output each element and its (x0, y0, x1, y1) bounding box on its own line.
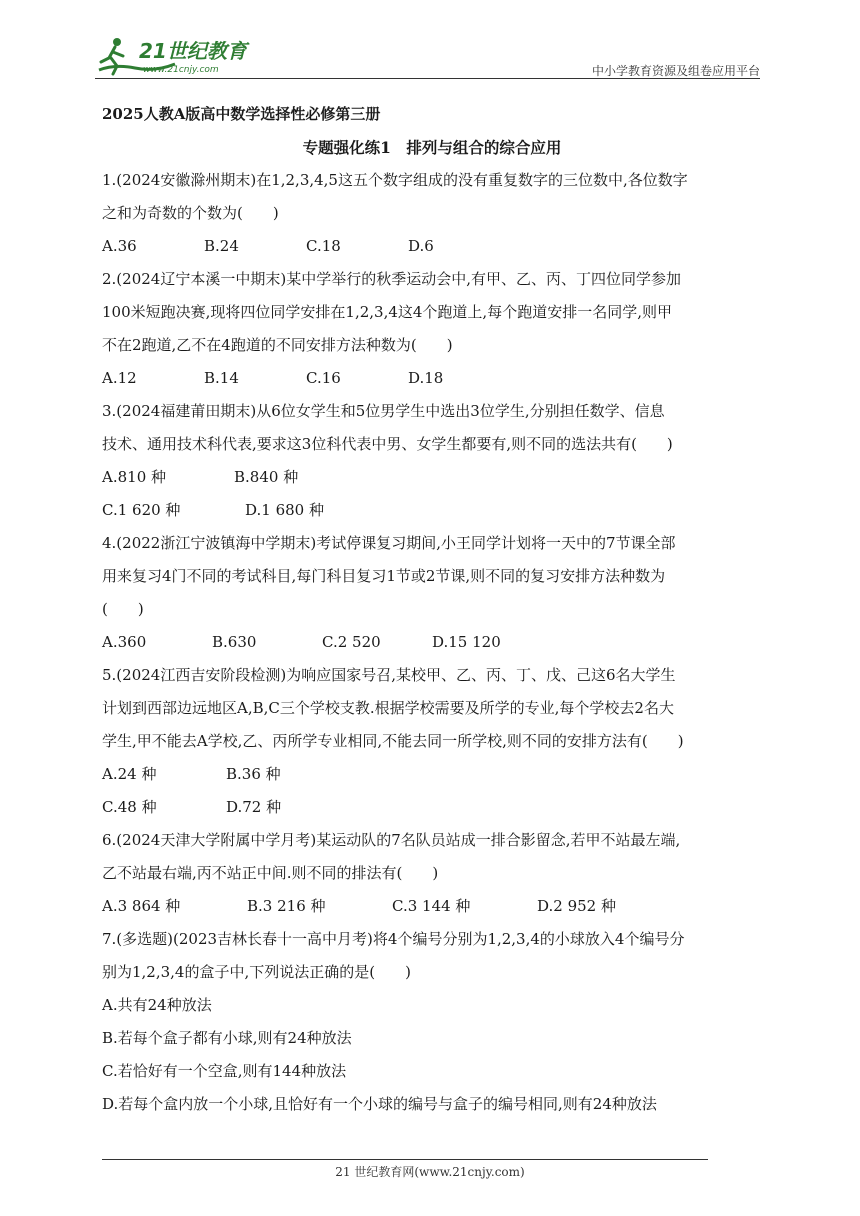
option-c: C.1 620 种 (102, 501, 181, 519)
option-b: B.24 (204, 237, 239, 255)
question-options (102, 230, 762, 263)
question-options (102, 791, 762, 824)
option-a: A.3 864 种 (102, 897, 181, 915)
option-b: B.14 (204, 369, 239, 387)
question-line: 100米短跑决赛,现将四位同学安排在1,2,3,4这4个跑道上,每个跑道安排一名同学,则甲 (102, 303, 672, 321)
question-options (102, 362, 762, 395)
question-2 (102, 263, 762, 395)
option-a: A.36 (102, 237, 137, 255)
option-d: D.72 种 (226, 798, 282, 816)
question-line: 3.(2024福建莆田期末)从6位女学生和5位男学生中选出3位学生,分别担任数学、信息 (102, 402, 665, 420)
option-d: D.18 (408, 369, 444, 387)
question-line: 用来复习4门不同的考试科目,每门科目复习1节或2节课,则不同的复习安排方法种数为 (102, 567, 666, 585)
question-line: 之和为奇数的个数为( ) (102, 204, 279, 222)
question-line: 6.(2024天津大学附属中学月考)某运动队的7名队员站成一排合影留念,若甲不站最左端, (102, 831, 681, 849)
option-d: D.1 680 种 (245, 501, 324, 519)
question-3 (102, 395, 762, 527)
option-a: A.360 (102, 633, 147, 651)
question-line: ( ) (102, 600, 144, 618)
question-line: 别为1,2,3,4的盒子中,下列说法正确的是( ) (102, 963, 411, 981)
question-1 (102, 164, 762, 263)
option-b: B.36 种 (226, 765, 281, 783)
option-b: B.3 216 种 (247, 897, 326, 915)
option-a: A.共有24种放法 (102, 996, 212, 1014)
question-line: 4.(2022浙江宁波镇海中学期末)考试停课复习期间,小王同学计划将一天中的7节课全部 (102, 534, 676, 552)
option-c: C.2 520 (322, 633, 381, 651)
option-c: C.3 144 种 (392, 897, 471, 915)
header-platform-text: 中小学教育资源及组卷应用平台 (591, 64, 760, 78)
question-line: 2.(2024辽宁本溪一中期末)某中学举行的秋季运动会中,有甲、乙、丙、丁四位同学参加 (102, 270, 681, 288)
section-title: 专题强化练1 排列与组合的综合应用 (302, 138, 562, 157)
option-b: B.若每个盒子都有小球,则有24种放法 (102, 1029, 352, 1047)
question-7 (102, 923, 762, 1121)
question-line: 5.(2024江西吉安阶段检测)为响应国家号召,某校甲、乙、丙、丁、戊、己这6名大学生 (102, 666, 676, 684)
page-header (95, 30, 760, 80)
question-5 (102, 659, 762, 824)
option-a: A.810 种 (102, 468, 166, 486)
question-line: 技术、通用技术科代表,要求这3位科代表中男、女学生都要有,则不同的选法共有( ) (102, 435, 673, 453)
question-line: 学生,甲不能去A学校,乙、丙所学专业相同,不能去同一所学校,则不同的安排方法有( ) (102, 732, 684, 750)
option-b: B.840 种 (234, 468, 299, 486)
question-options (102, 626, 762, 659)
question-line: 乙不站最右端,丙不站正中间.则不同的排法有( ) (102, 864, 439, 882)
option-d: D.6 (408, 237, 434, 255)
question-4 (102, 527, 762, 659)
option-c: C.48 种 (102, 798, 157, 816)
logo-icon (95, 34, 265, 78)
footer-divider (102, 1159, 708, 1160)
question-line: 1.(2024安徽滁州期末)在1,2,3,4,5这五个数字组成的没有重复数字的三位数中,各位数字 (102, 171, 688, 189)
question-line: 7.(多选题)(2023吉林长春十一高中月考)将4个编号分别为1,2,3,4的小球放入4个编号分 (102, 930, 685, 948)
option-d: D.2 952 种 (537, 897, 616, 915)
page-footer: 21 世纪教育网(www.21cnjy.com) (335, 1165, 525, 1179)
option-c: C.16 (306, 369, 341, 387)
book-title: 2025人教A版高中数学选择性必修第三册 (102, 105, 381, 123)
option-a: A.24 种 (102, 765, 157, 783)
option-c: C.18 (306, 237, 341, 255)
question-options (102, 890, 762, 923)
option-a: A.12 (102, 369, 137, 387)
logo-url: www.21cnjy.com (143, 65, 219, 75)
question-line: 不在2跑道,乙不在4跑道的不同安排方法种数为( ) (102, 336, 453, 354)
question-line: 计划到西部边远地区A,B,C三个学校支教.根据学校需要及所学的专业,每个学校去2名大 (102, 699, 674, 717)
option-b: B.630 (212, 633, 257, 651)
question-options (102, 461, 762, 494)
question-options (102, 758, 762, 791)
option-c: C.若恰好有一个空盒,则有144种放法 (102, 1062, 347, 1080)
header-divider (95, 78, 760, 79)
question-options (102, 494, 762, 527)
option-d: D.若每个盒内放一个小球,且恰好有一个小球的编号与盒子的编号相同,则有24种放法 (102, 1095, 657, 1113)
option-d: D.15 120 (432, 633, 501, 651)
logo-text: 21世纪教育 (139, 39, 247, 63)
document-body (102, 98, 762, 1121)
question-6 (102, 824, 762, 923)
